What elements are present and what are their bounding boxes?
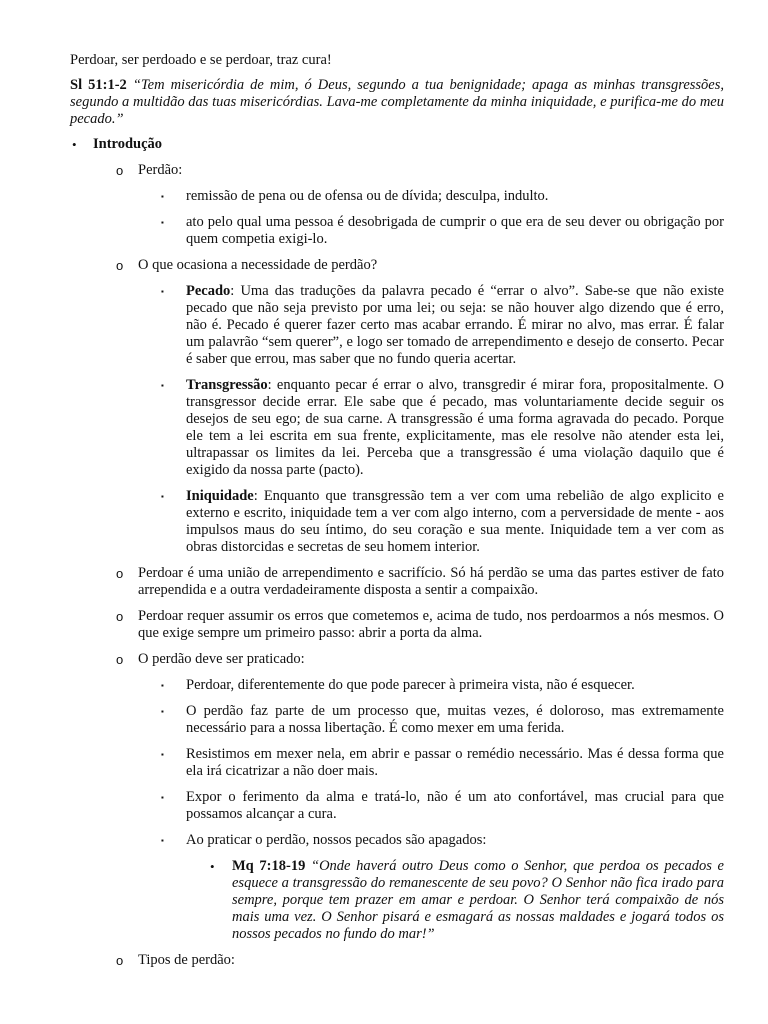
term-label: Pecado (186, 283, 231, 299)
bullet-square-icon: ▪ (161, 218, 164, 227)
bullet-square-icon: ▪ (161, 492, 164, 501)
list-item-pecado (70, 283, 724, 368)
item-text: remissão de pena ou de ofensa ou de dívida; desculpa, indulto. (186, 188, 549, 204)
verse-text: “Tem misericórdia de mim, ó Deus, segundo a tua benignidade; apaga as minhas transgressões, segundo a multidão das tuas misericórdias. Lava-me completamente da minha iniquidade, e purifica-me do meu pecado.” (70, 77, 725, 127)
item-text: Expor o ferimento da alma e tratá-lo, não é um ato confortável, mas crucial para que possamos alcançar a cura. (186, 789, 724, 822)
bullet-square-icon: ▪ (161, 381, 164, 390)
list-item (70, 832, 724, 849)
bullet-square-icon: ▪ (161, 836, 164, 845)
item-text: Resistimos em mexer nela, em abrir e passar o remédio necessário. Mas é dessa forma que ela irá cicatrizar a não doer mais. (186, 746, 724, 779)
bullet-square-icon: ▪ (161, 681, 164, 690)
list-item-uniao (70, 565, 724, 599)
list-item-transgressao (70, 377, 724, 479)
list-item (70, 703, 724, 737)
list-item-necessidade (70, 257, 724, 274)
list-item (70, 746, 724, 780)
bullet-square-icon: ▪ (161, 707, 164, 716)
verse-text: “Onde haverá outro Deus como o Senhor, que perdoa os pecados e esquece a transgressão do remanescente de seu povo? O Senhor não fica irado para sempre, porque tem prazer em amar e perdoar. O Senhor terá compaixão de nós mais uma vez. O Senhor pisará e esmagará as nossas maldades e jogará todos os nossos pecados no fundo do mar!” (232, 858, 724, 942)
list-item (70, 677, 724, 694)
verse-psalm (70, 77, 724, 128)
verse-reference: Mq 7:18-19 (232, 858, 306, 874)
verse-micah (70, 858, 724, 943)
list-item (70, 789, 724, 823)
list-item-tipos (70, 952, 724, 969)
bullet-square-icon: ▪ (161, 287, 164, 296)
list-item (70, 188, 724, 205)
item-text: ato pelo qual uma pessoa é desobrigada de cumprir o que era de seu dever ou obrigação por quem competia exigi-lo. (186, 214, 724, 247)
list-item (70, 214, 724, 248)
list-item-praticado (70, 651, 724, 668)
item-label: Tipos de perdão: (138, 952, 235, 968)
item-text: Perdoar requer assumir os erros que cometemos e, acima de tudo, nos perdoarmos a nós mesmos. O que exige sempre um primeiro passo: abrir a porta da alma. (138, 608, 724, 641)
bullet-square-icon: ▪ (161, 750, 164, 759)
bullet-disc-icon: • (72, 137, 77, 152)
item-label: O que ocasiona a necessidade de perdão? (138, 257, 378, 273)
section-title: Introdução (93, 136, 163, 152)
bullet-circle-icon: o (116, 652, 124, 667)
item-text: Perdoar, diferentemente do que pode parecer à primeira vista, não é esquecer. (186, 677, 635, 693)
item-label: O perdão deve ser praticado: (138, 651, 305, 667)
term-label: Transgressão (186, 377, 268, 393)
item-label: Perdão: (138, 162, 183, 178)
bullet-circle-icon: o (116, 566, 124, 581)
verse-reference: Sl 51:1-2 (70, 77, 127, 93)
item-text: O perdão faz parte de um processo que, muitas vezes, é doloroso, mas extremamente necessário para a nossa libertação. É como mexer em uma ferida. (186, 703, 724, 736)
term-definition: : Enquanto que transgressão tem a ver com uma rebelião de algo explicito e externo e escrito, iniquidade tem a ver com algo interno, com a perversidade de mente - aos impulsos maus do seu íntimo, do seu coração e sua mente. Iniquidade tem a ver com as obras distorcidas e secretas de seu homem interior. (186, 488, 724, 555)
bullet-circle-icon: o (116, 258, 124, 273)
bullet-circle-icon: o (116, 609, 124, 624)
bullet-circle-icon: o (116, 163, 124, 178)
bullet-square-icon: ▪ (161, 192, 164, 201)
section-introducao (70, 136, 724, 153)
list-item-requer (70, 608, 724, 642)
term-definition: : Uma das traduções da palavra pecado é “errar o alvo”. Sabe-se que não existe pecado que não seja previsto por uma lei; ou seja: se não houver algo dizendo que é erro, não é. Pecado é querer fazer certo mas acabar errando. É mirar no alvo, mas errar. É falar um palavrão “sem querer”, e logo ser tomado de arrependimento e desejo de conserto. Pecar é saber que errou, mas saber que no fundo queria acertar. (186, 283, 724, 367)
item-text: Perdoar é uma união de arrependimento e sacrifício. Só há perdão se uma das partes estiver de fato arrependida e a outra verdadeiramente disposta a sentir a compaixão. (138, 565, 724, 598)
bullet-circle-icon: o (116, 953, 124, 968)
heading-line: Perdoar, ser perdoado e se perdoar, traz cura! (70, 52, 332, 68)
list-item-iniquidade (70, 488, 724, 556)
list-item-perdao (70, 162, 724, 179)
bullet-disc-icon: • (210, 859, 215, 874)
item-text: Ao praticar o perdão, nossos pecados são apagados: (186, 832, 487, 848)
term-label: Iniquidade (186, 488, 254, 504)
term-definition: : enquanto pecar é errar o alvo, transgredir é mirar fora, propositalmente. O transgressor decide errar. Ele sabe que é pecado, mas voluntariamente decide seguir os desejos de seu ego; de sua carne. A transgressão é uma forma agravada do pecado. Porque ele tem a lei escrita em sua frente, explicitamente, mas ele resolve não atender esta lei, ultrapassar os limites da lei. Perceba que a transgressão é uma violação daquilo que é exigido da nossa parte (pacto). (186, 377, 724, 478)
document-page (70, 52, 724, 978)
bullet-square-icon: ▪ (161, 793, 164, 802)
